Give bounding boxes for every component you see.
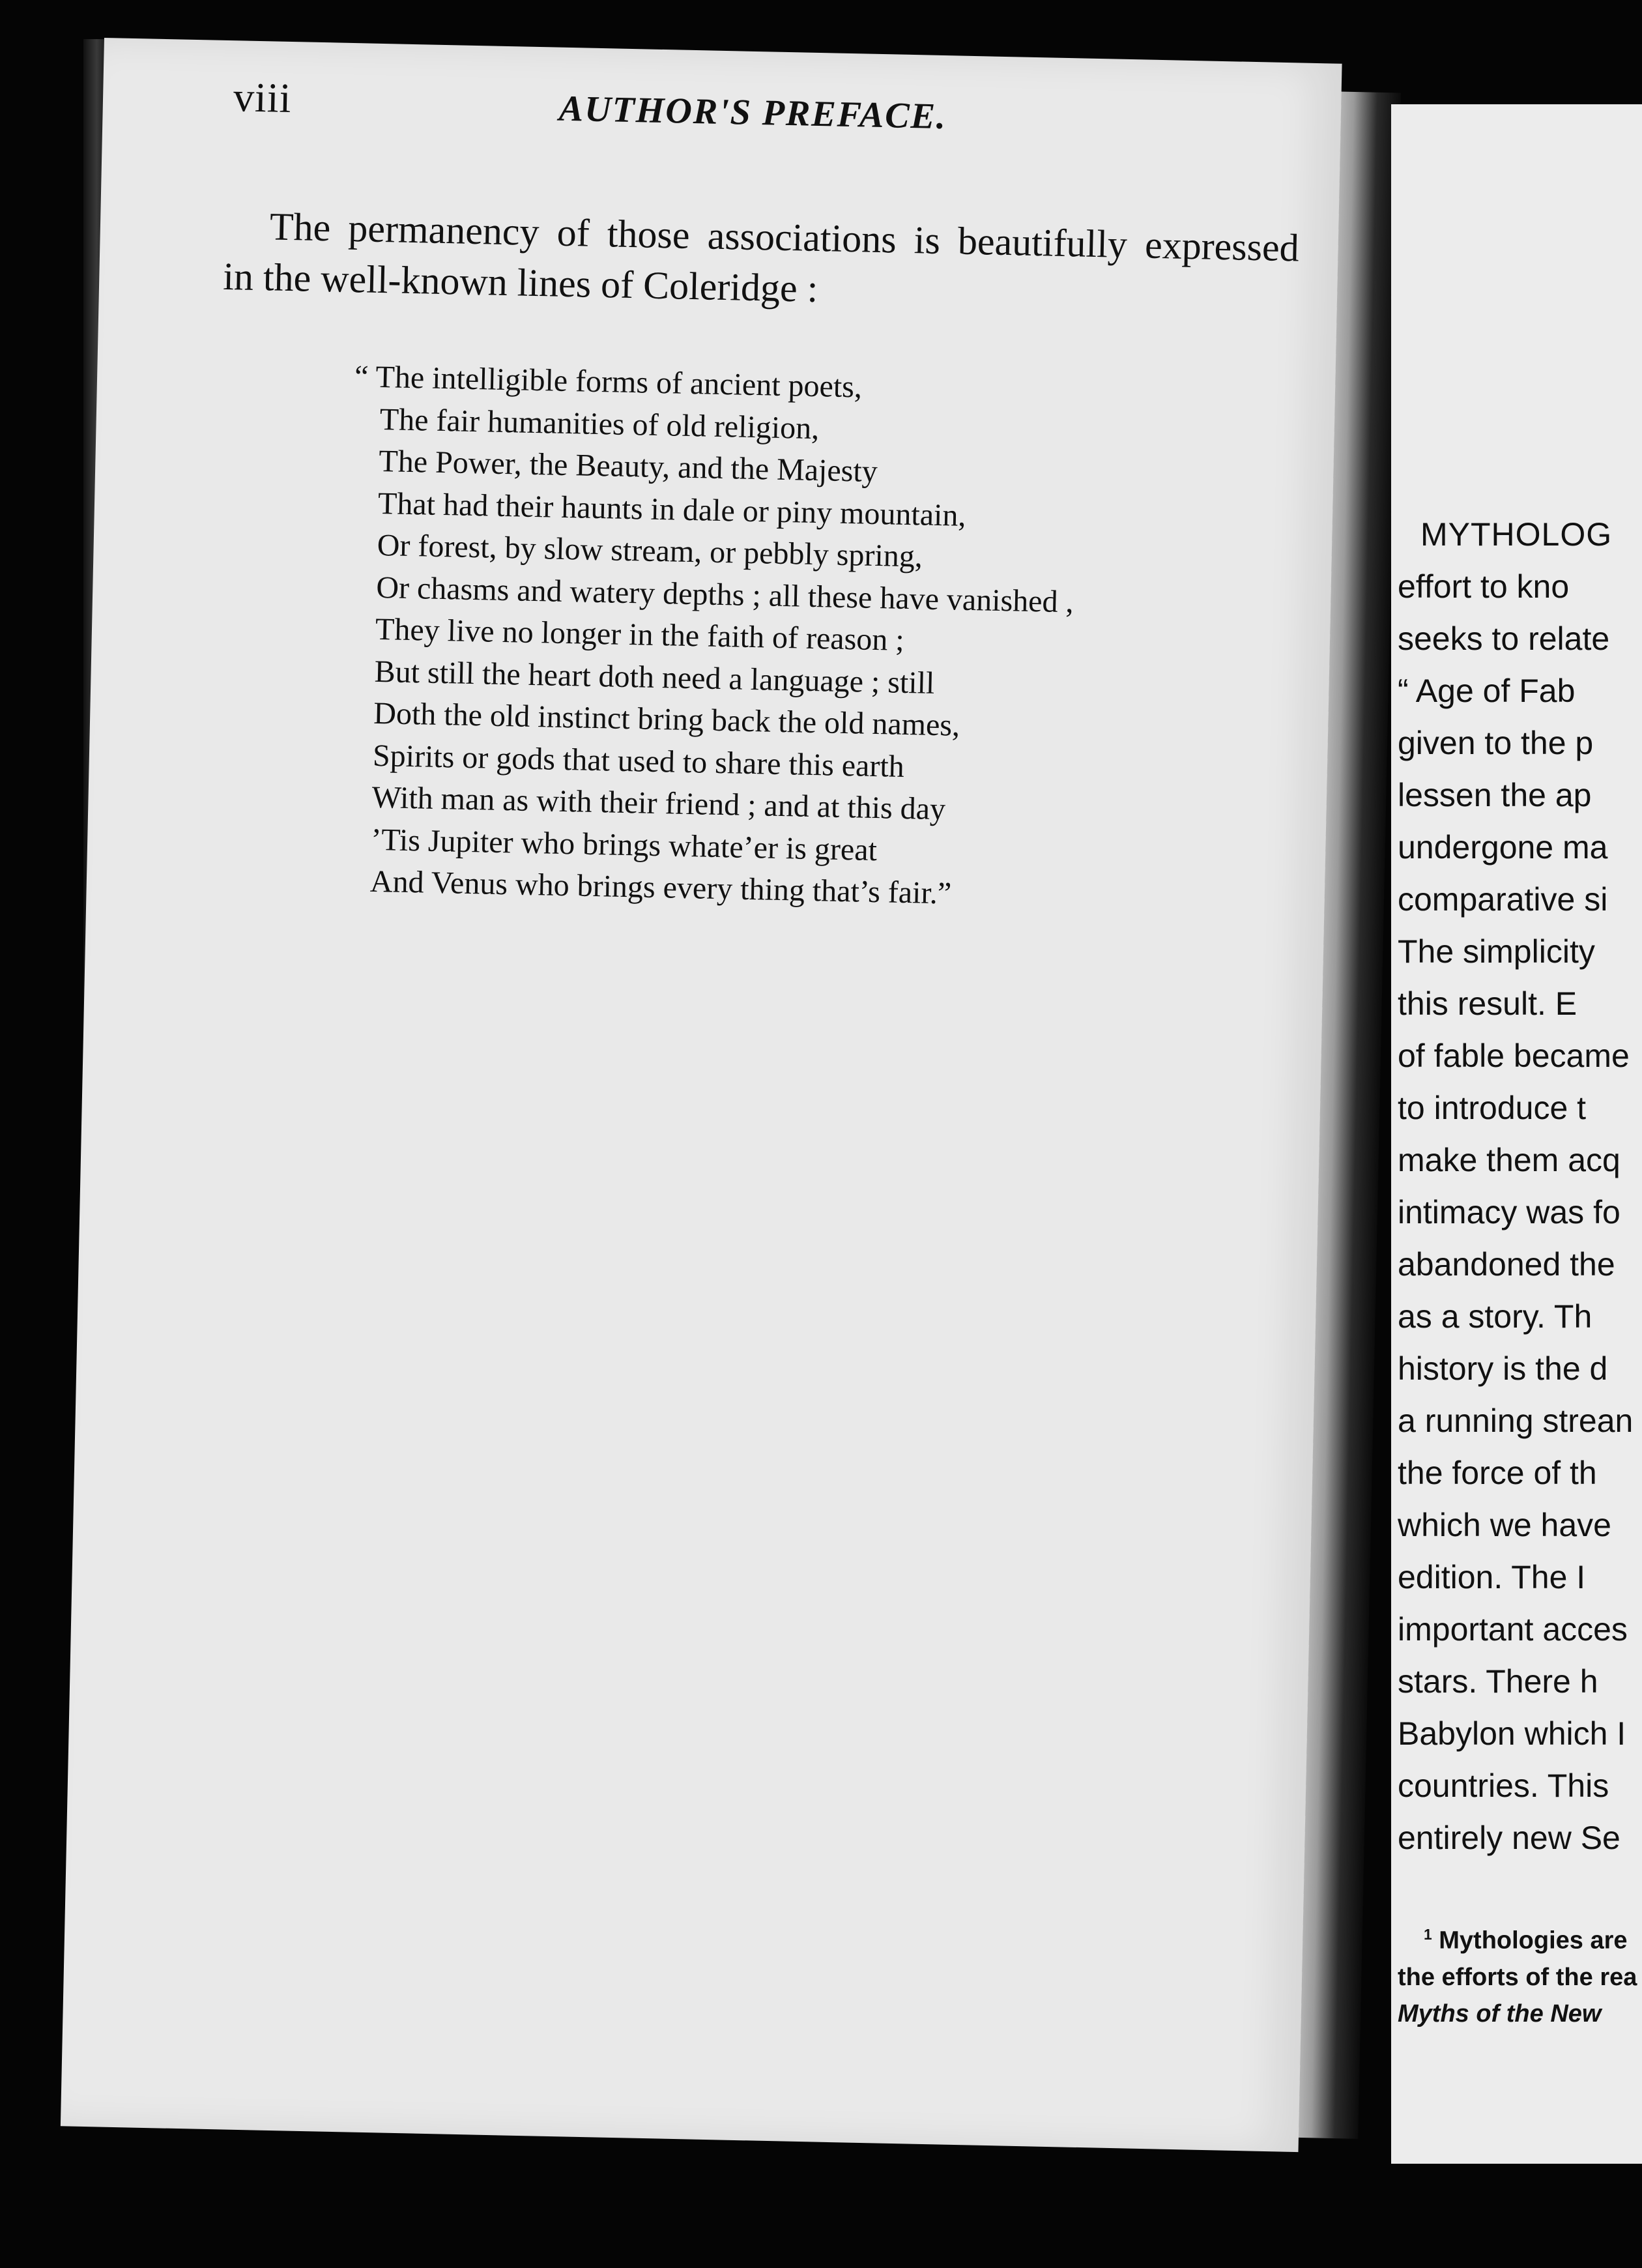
body-line: MYTHOLOG (1420, 516, 1613, 553)
footnote-text: Mythologies are (1439, 1926, 1628, 1955)
poem-line: Or forest, by slow stream, or pebbly spring, (377, 527, 923, 574)
body-line: which we have (1398, 1507, 1611, 1543)
body-line: a running strean (1398, 1403, 1634, 1439)
footnote-line: the efforts of the rea (1398, 1963, 1637, 1991)
body-line: seeks to relate (1398, 620, 1610, 657)
body-line: the force of th (1398, 1455, 1597, 1491)
footnote-line: Myths of the New (1398, 1999, 1602, 2028)
body-line: The simplicity (1398, 933, 1595, 970)
poem-line: Or chasms and watery depths ; all these have vanished , (375, 570, 1074, 619)
body-line: Babylon which I (1398, 1715, 1626, 1752)
page-number: viii (233, 74, 293, 122)
body-line: effort to kno (1398, 568, 1570, 605)
body-line: countries. This (1398, 1767, 1609, 1804)
body-line: important acces (1398, 1611, 1628, 1648)
body-line: edition. The I (1398, 1559, 1586, 1595)
poem-line: Doth the old instinct bring back the old names, (373, 695, 960, 743)
poem-line: But still the heart doth need a language ; still (374, 654, 935, 701)
body-line: abandoned the (1398, 1246, 1615, 1283)
body-line: as a story. Th (1398, 1298, 1592, 1335)
poem-line: Spirits or gods that used to share this earth (372, 738, 905, 784)
poem-line: The Power, the Beauty, and the Majesty (378, 443, 878, 489)
intro-paragraph (223, 200, 1300, 325)
poem-line: That had their haunts in dale or piny mountain, (377, 486, 966, 533)
running-head: AUTHOR'S PREFACE. (558, 88, 947, 138)
poem-line: They live no longer in the faith of reason ; (375, 611, 905, 658)
body-line: intimacy was fo (1398, 1194, 1620, 1230)
body-line: of fable became (1398, 1038, 1630, 1074)
poem-line: With man as with their friend ; and at this day (371, 779, 946, 827)
poem-quotation (343, 356, 1202, 920)
footnote-marker: 1 (1424, 1926, 1432, 1943)
poem-line: And Venus who brings every thing that’s fair.” (369, 864, 952, 911)
body-line: “ Age of Fab (1398, 673, 1576, 709)
body-line: lessen the ap (1398, 777, 1592, 813)
poem-line: “ The intelligible forms of ancient poets, (354, 359, 863, 405)
body-line: stars. There h (1398, 1663, 1598, 1700)
footnote (1398, 1916, 1642, 2032)
body-line: comparative si (1398, 881, 1608, 918)
right-page (1391, 104, 1642, 2164)
body-line: to introduce t (1398, 1090, 1587, 1126)
intro-line: The permanency of those associations is beautifully expressed (269, 205, 1300, 270)
left-page (61, 38, 1342, 2152)
right-page-body (1398, 508, 1642, 1864)
poem-line: ’Tis Jupiter who brings whate’er is great (370, 822, 878, 867)
body-line: entirely new Se (1398, 1820, 1620, 1856)
body-line: undergone ma (1398, 829, 1608, 865)
footnote-line (1398, 1916, 1642, 1959)
poem-line: The fair humanities of old religion, (379, 401, 820, 446)
body-line: given to the p (1398, 725, 1594, 761)
intro-line: in the well-known lines of Coleridge : (222, 254, 819, 311)
body-line: make them acq (1398, 1142, 1620, 1178)
body-line: this result. E (1398, 985, 1577, 1022)
body-line: history is the d (1398, 1350, 1608, 1387)
